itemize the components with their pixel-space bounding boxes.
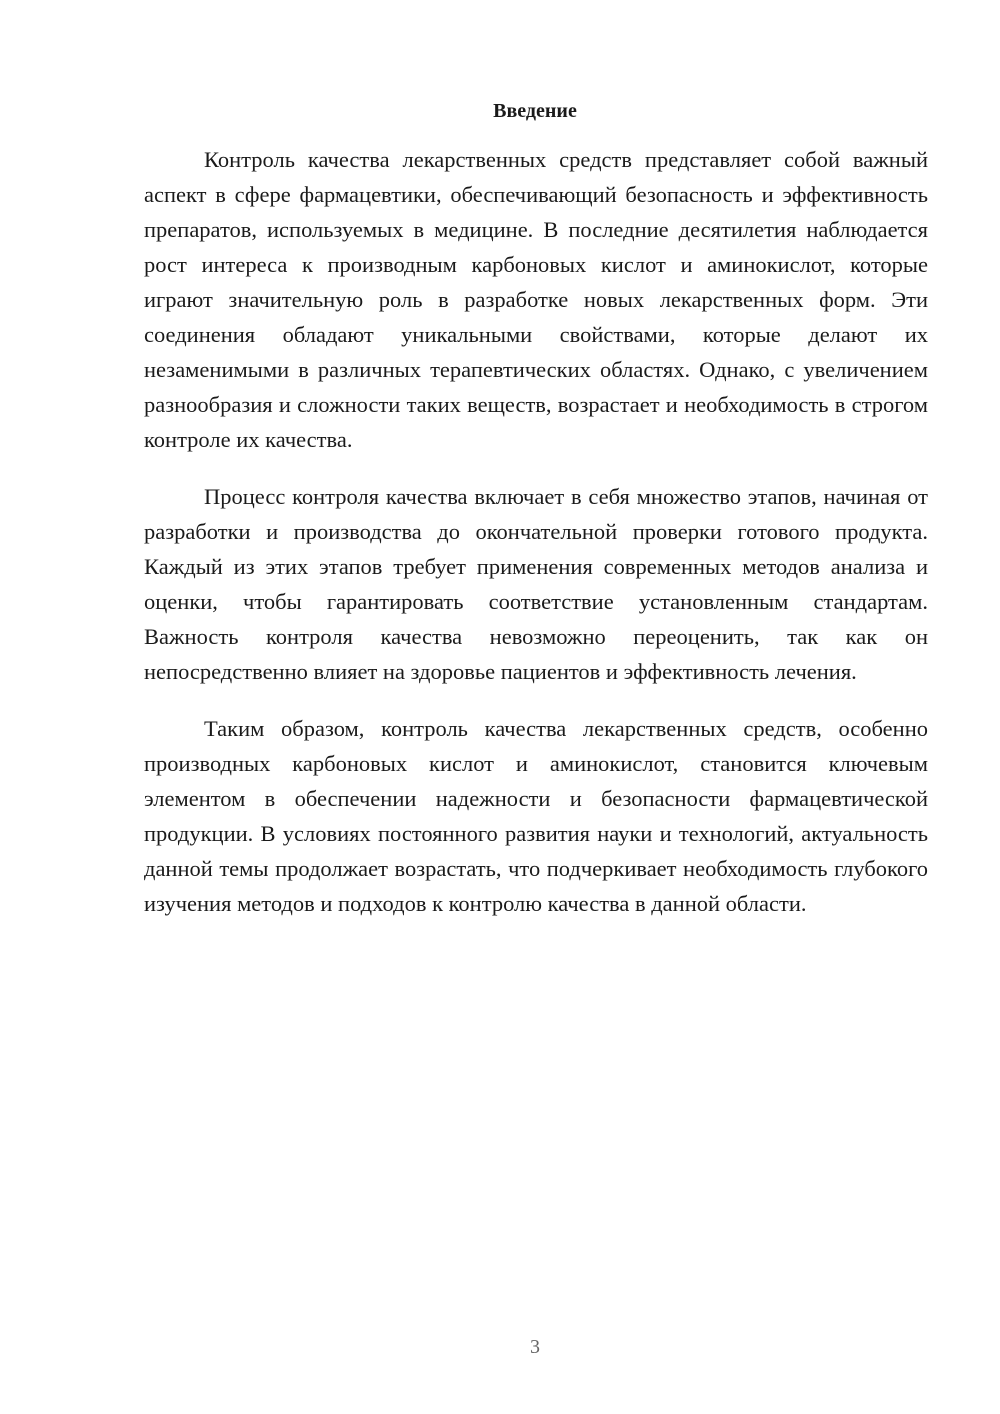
section-heading: Введение [493,100,577,122]
body-text [144,142,928,943]
page-number: 3 [530,1336,540,1358]
paragraph-2: Процесс контроля качества включает в себя множество этапов, начиная от разработки и производства до окончательной проверки готового продукта. Каждый из этих этапов требует применения современных методов анализа и оценки, чтобы гарантировать соответствие установленным стандартам. Важность контроля качества невозможно переоценить, так как он непосредственно влияет на здоровье пациентов и эффективность лечения. [144,484,928,684]
paragraph-3: Таким образом, контроль качества лекарственных средств, особенно производных карбоновых кислот и аминокислот, становится ключевым элементом в обеспечении надежности и безопасности фармацевтической продукции. В условиях постоянного развития науки и технологий, актуальность данной темы продолжает возрастать, что подчеркивает необходимость глубокого изучения методов и подходов к контролю качества в данной области. [144,716,928,916]
paragraph-1: Контроль качества лекарственных средств представляет собой важный аспект в сфере фармацевтики, обеспечивающий безопасность и эффективность препаратов, используемых в медицине. В последние десятилетия наблюдается рост интереса к производным карбоновых кислот и аминокислот, которые играют значительную роль в разработке новых лекарственных форм. Эти соединения обладают уникальными свойствами, которые делают их незаменимыми в различных терапевтических областях. Однако, с увеличением разнообразия и сложности таких веществ, возрастает и необходимость в строгом контроле их качества. [144,147,928,452]
